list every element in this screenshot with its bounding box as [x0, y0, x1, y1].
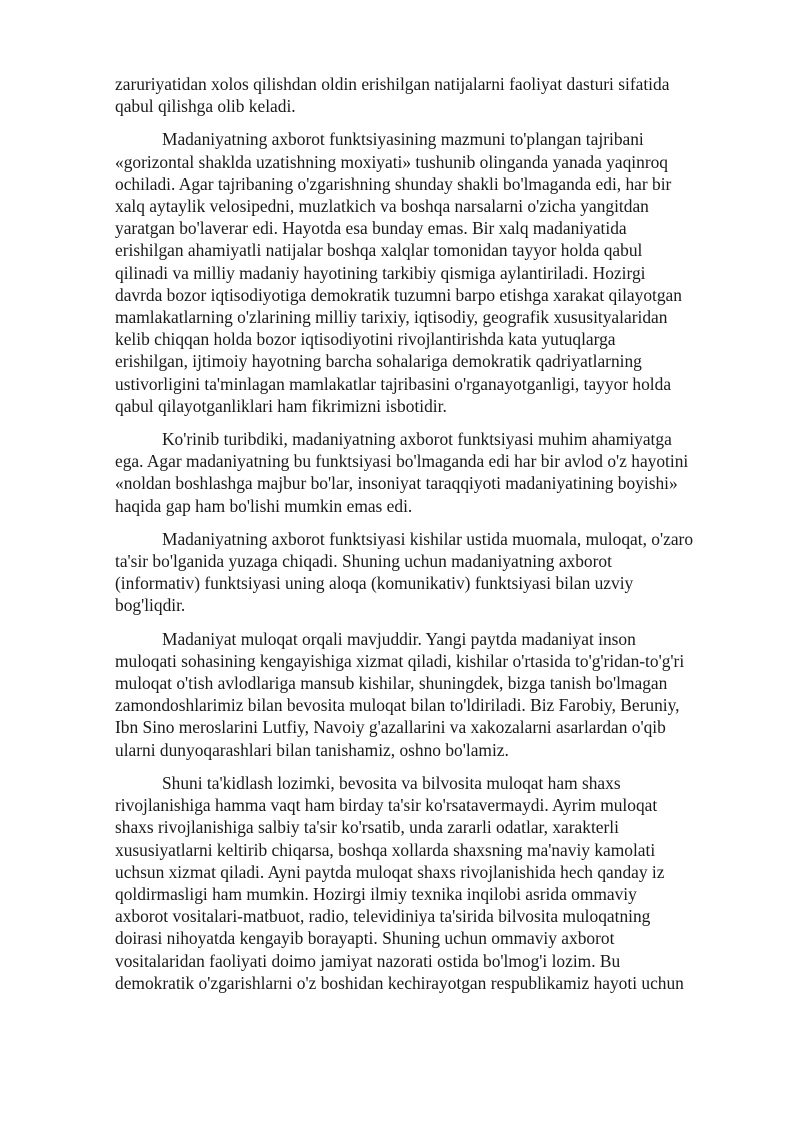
text-line: rivojlanishiga hamma vaqt ham birday ta'sir ko'rsatavermaydi. Ayrim muloqat: [115, 795, 658, 816]
text-line: demokratik o'zgarishlarni o'z boshidan kechirayotgan respublikamiz hayoti uchun: [115, 972, 684, 993]
text-line: erishilgan, ijtimoiy hayotning barcha sohalariga demokratik qadriyatlarning: [115, 351, 642, 372]
text-line: Madaniyatning axborot funktsiyasining mazmuni to'plangan tajribani: [162, 129, 644, 150]
text-line: zaruriyatidan xolos qilishdan oldin erishilgan natijalarni faoliyat dasturi sifatida: [115, 74, 670, 94]
paragraph-1: [115, 73, 739, 117]
text-line: ularni dunyoqarashlari bilan tanishamiz, oshno bo'lamiz.: [115, 739, 509, 760]
text-line: bog'liqdir.: [115, 595, 186, 616]
text-line: haqida gap ham bo'lishi mumkin emas edi.: [115, 495, 413, 516]
text-line: qoldirmasligi ham mumkin. Hozirgi ilmiy texnika inqilobi asrida ommaviy: [115, 883, 637, 904]
paragraph-5: [115, 628, 739, 761]
text-line: Ibn Sino meroslarini Lutfiy, Navoiy g'azallarini va xakozalarni asarlardan o'qib: [115, 717, 666, 738]
paragraph-6: [115, 772, 739, 994]
text-line: qabul qilishga olib keladi.: [115, 96, 296, 117]
text-line: qabul qilayotganliklari ham fikrimizni isbotidir.: [115, 395, 447, 416]
text-line: kelib chiqqan holda bozor iqtisodiyotini rivojlantirishda kata yutuqlarga: [115, 329, 616, 350]
text-line: ustivorligini ta'minlagan mamlakatlar tajribasini o'rganayotganligi, tayyor holda: [115, 373, 672, 394]
text-line: xalq aytaylik velosipedni, muzlatkich va boshqa narsalarni o'zicha yangitdan: [115, 196, 649, 217]
text-line: vositalaridan faoliyati doimo jamiyat nazorati ostida bo'lmog'i lozim. Bu: [115, 950, 621, 971]
text-line: zamondoshlarimiz bilan bevosita muloqat bilan to'ldiriladi. Biz Farobiy, Beruniy,: [115, 695, 680, 716]
text-line: ochiladi. Agar tajribaning o'zgarishning shunday shakli bo'lmaganda edi, har bir: [115, 173, 672, 194]
text-line: muloqati sohasining kengayishiga xizmat qiladi, kishilar o'rtasida to'g'ridan-to'g'ri: [115, 650, 685, 671]
text-line: Madaniyatning axborot funktsiyasi kishilar ustida muomala, muloqat, o'zaro: [162, 528, 694, 549]
paragraph-4: [115, 528, 739, 617]
text-line: qilinadi va milliy madaniy hayotining tarkibiy qismiga aylantiriladi. Hozirgi: [115, 262, 646, 283]
text-line: doirasi nihoyatda kengayib borayapti. Shuning uchun ommaviy axborot: [115, 928, 615, 949]
text-line: mamlakatlarning o'zlarining milliy tarixiy, iqtisodiy, geografik xususityalaridan: [115, 307, 668, 328]
text-line: ta'sir bo'lganida yuzaga chiqadi. Shuning uchun madaniyatning axborot: [115, 551, 612, 572]
paragraph-3: [115, 428, 739, 517]
text-line: yaratgan bo'laverar edi. Hayotda esa bunday emas. Bir xalq madaniyatida: [115, 218, 627, 239]
text-line: ega. Agar madaniyatning bu funktsiyasi bo'lmaganda edi har bir avlod o'z hayotini: [115, 451, 689, 472]
paragraph-2: [115, 128, 739, 417]
text-line: uchsun xizmat qiladi. Ayni paytda muloqat shaxs rivojlanishida hech qanday iz: [115, 861, 665, 882]
text-line: Ko'rinib turibdiki, madaniyatning axborot funktsiyasi muhim ahamiyatga: [162, 429, 672, 450]
text-line: muloqat o'tish avlodlariga mansub kishilar, shuningdek, bizga tanish bo'lmagan: [115, 673, 668, 694]
text-line: Shuni ta'kidlash lozimki, bevosita va bilvosita muloqat ham shaxs: [162, 772, 621, 793]
document-page: [115, 73, 739, 1005]
text-line: (informativ) funktsiyasi uning aloqa (komunikativ) funktsiyasi bilan uzviy: [115, 573, 634, 594]
text-line: erishilgan ahamiyatli natijalar boshqa xalqlar tomonidan tayyor holda qabul: [115, 240, 643, 261]
text-line: «noldan boshlashga majbur bo'lar, insoniyat taraqqiyoti madaniyatining boyishi»: [115, 473, 678, 494]
text-line: «gorizontal shaklda uzatishning moxiyati» tushunib olinganda yanada yaqinroq: [115, 151, 669, 172]
text-line: Madaniyat muloqat orqali mavjuddir. Yangi paytda madaniyat inson: [162, 628, 636, 649]
text-line: axborot vositalari-matbuot, radio, televidiniya ta'sirida bilvosita muloqatning: [115, 906, 651, 927]
text-line: davrda bozor iqtisodiyotiga demokratik tuzumni barpo etishga xarakat qilayotgan: [115, 284, 682, 305]
text-line: xususiyatlarni keltirib chiqarsa, boshqa xollarda shaxsning ma'naviy kamolati: [115, 839, 656, 860]
text-line: shaxs rivojlanishiga salbiy ta'sir ko'rsatib, unda zararli odatlar, xarakterli: [115, 817, 619, 838]
